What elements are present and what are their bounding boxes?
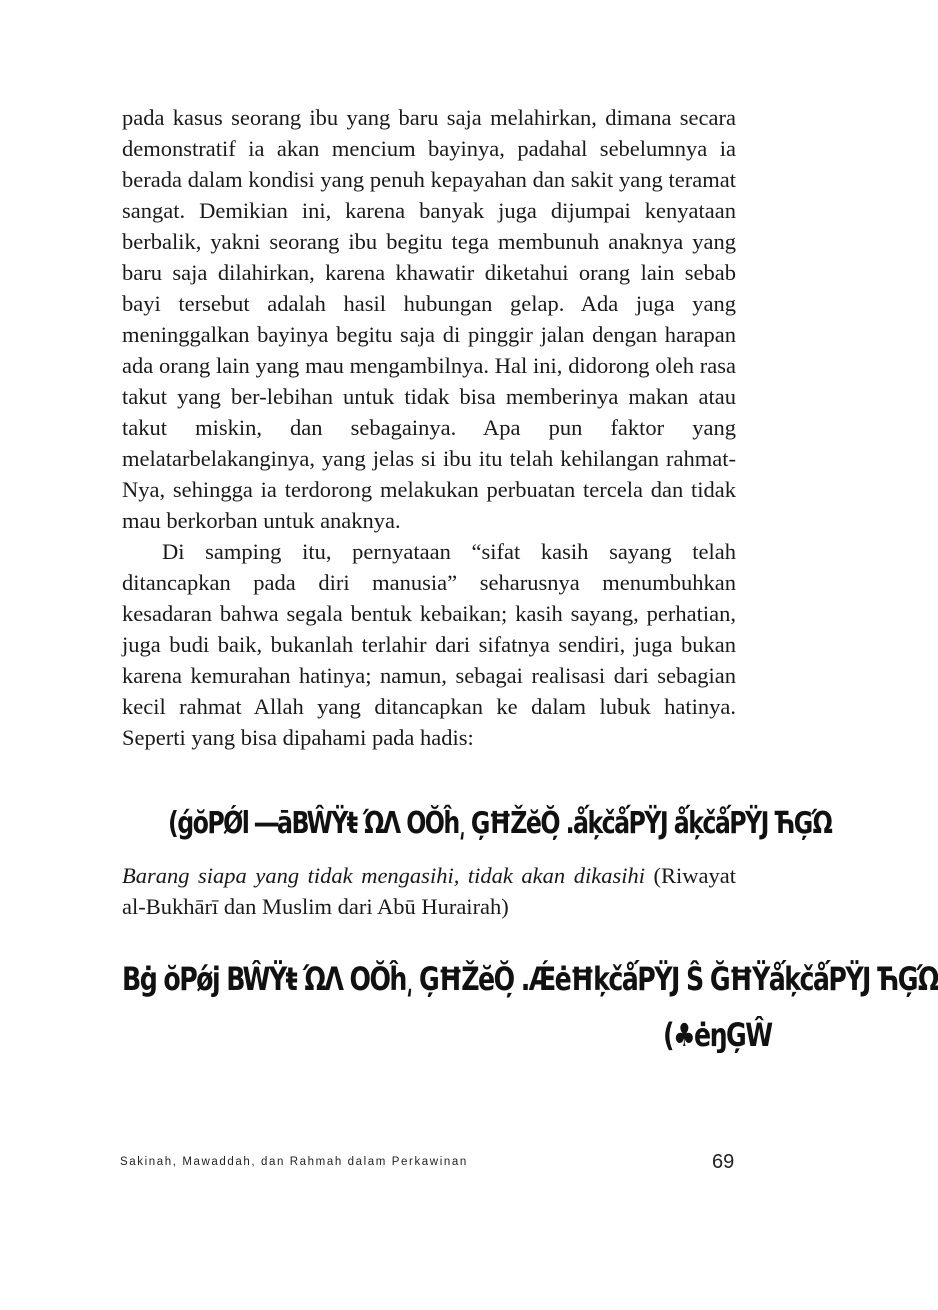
hadith-1-arabic-text: (ǵŏPǾl ―āBŴŸŧ ΏΛ ОŎĥ͵ ĢĦŽĕŎ̦ .ǻķčǻPŸJ ǻķčǻPŸJ ЋĢΏ <box>168 806 832 841</box>
page-number: 69 <box>712 1151 735 1173</box>
hadith-1-translation <box>122 860 736 922</box>
hadith-1-source: (Riwayat al-Bukhārī dan Muslim dari Abū Hurairah) <box>122 863 736 919</box>
hadith-2-arabic-text-line-1: Bġ ŏPǿj BŴŸŧ ΏΛ ОŎĥ͵ ĢĦŽĕŎ̦ .ǼėĦķčǻPŸJ Ŝ ĞĦŸǻķčǻPŸJ ЋĢΏ <box>122 960 938 998</box>
running-footer-title: Sakinah, Mawaddah, dan Rahmah dalam Perkawinan <box>120 1156 468 1168</box>
hadith-1-translation-italic: Barang siapa yang tidak mengasihi, tidak akan dikasihi <box>122 863 645 888</box>
paragraph-2: Di samping itu, pernyataan “sifat kasih sayang telah ditancapkan pada diri manusia” seharusnya menumbuhkan kesadaran bahwa segala bentuk kebaikan; kasih sayang, perhatian, juga budi baik, bukanlah terlahir dari sifatnya sendiri, juga bukan karena kemurahan hatinya; namun, sebagai realisasi dari sebagian kecil rahmat Allah yang ditancapkan ke dalam lubuk hatinya. Seperti yang bisa dipahami pada hadis: <box>122 539 736 750</box>
paragraph-1: pada kasus seorang ibu yang baru saja melahirkan, dimana secara demonstratif ia akan mencium bayinya, padahal sebelumnya ia berada dalam kondisi yang penuh kepayahan dan sakit yang teramat sangat. Demikian ini, karena banyak juga dijumpai kenyataan berbalik, yakni seorang ibu begitu tega membunuh anaknya yang baru saja dilahirkan, karena khawatir diketahui orang lain sebab bayi tersebut adalah hasil hubungan gelap. Ada juga yang meninggalkan bayinya begitu saja di pinggir jalan dengan harapan ada orang lain yang mau mengambilnya. Hal ini, didorong oleh rasa takut yang ber-lebihan untuk tidak bisa memberinya makan atau takut miskin, dan sebagainya. Apa pun faktor yang melatarbelakanginya, yang jelas si ibu itu telah kehilangan rahmat-Nya, sehingga ia terdorong melakukan perbuatan tercela dan tidak mau berkorban untuk anaknya. <box>122 105 736 533</box>
hadith-2-arabic-text-line-2: (♣ėŋĢŴ <box>663 1016 772 1054</box>
main-text <box>122 102 736 753</box>
